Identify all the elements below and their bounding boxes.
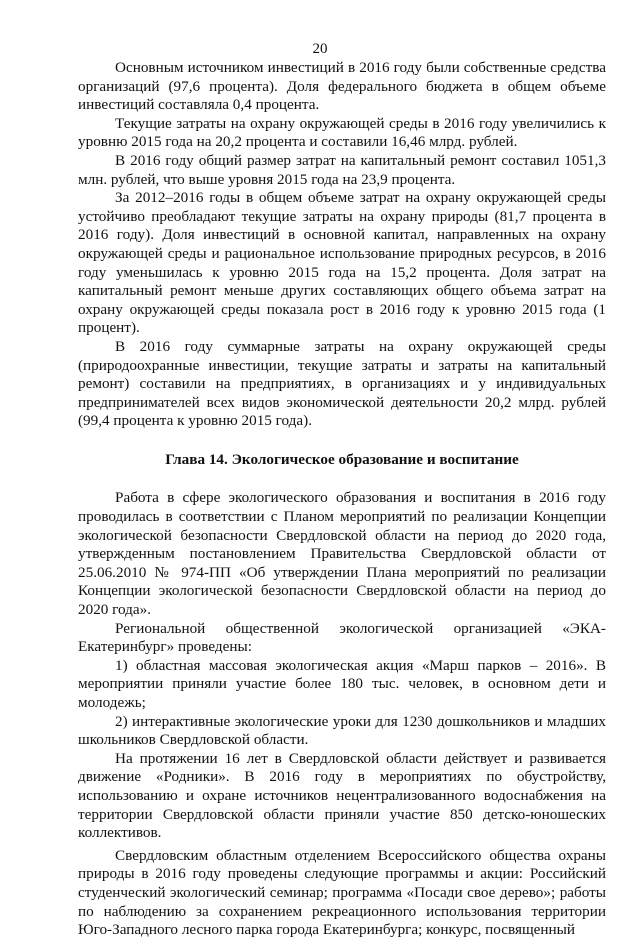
list-item-interactive-lessons: 2) интерактивные экологические уроки для 1230 дошкольников и младших школьников Свердловской области. [78, 712, 606, 749]
paragraph-total-costs: В 2016 году суммарные затраты на охрану окружающей среды (природоохранные инвестиции, текущие затраты и затраты на капитальный ремонт) составили на предприятиях, в организациях и у индивидуальных предпринимателей всех видов экономической деятельности 20,2 млрд. рублей (99,4 процента к уровню 2015 года). [78, 337, 606, 430]
paragraph-cost-structure: За 2012–2016 годы в общем объеме затрат на охрану окружающей среды устойчиво преобладают текущие затраты на охрану природы (81,7 процента в 2016 году). Доля инвестиций в основной капитал, направленных на охрану окружающей среды и рациональное использование природных ресурсов, в 2016 году уменьшилась к уровню 2015 года на 15,2 процента. Доля затрат на капитальный ремонт меньше других составляющих общего объема затрат на охрану окружающей среды показала рост в 2016 году к уровню 2015 года (1 процент). [78, 189, 606, 337]
paragraph-education-plan: Работа в сфере экологического образования и воспитания в 2016 году проводилась в соответствии с Планом мероприятий по реализации Концепции экологической безопасности Свердловской области на период до 2020 года, утвержденным постановлением Правительства Свердловской области от 25.06.2010 № 974-ПП «Об утверждении Плана мероприятий по реализации Концепции экологической безопасности Свердловской области на период до 2020 года». [78, 489, 606, 619]
list-item-march-of-parks: 1) областная массовая экологическая акция «Марш парков – 2016». В мероприятии приняли участие более 180 тыс. человек, в основном дети и молодежь; [78, 656, 606, 711]
paragraph-springs-movement: На протяжении 16 лет в Свердловской области действует и развивается движение «Родники». В 2016 году в мероприятиях по обустройству, использованию и охране источников нецентрализованного водоснабжения на территории Свердловской области приняли участие 850 детско-юношеских коллективов. [78, 749, 606, 842]
paragraph-eka-intro: Региональной общественной экологической организацией «ЭКА-Екатеринбург» проведены: [78, 619, 606, 656]
paragraph-nature-society: Свердловским областным отделением Всероссийского общества охраны природы в 2016 году проведены следующие программы и акции: Российский студенческий экологический семинар; программа «Посади свое дерево»; работы по наблюдению за сохранением рекреационного использования территории Юго-Западного лесного парка города Екатеринбурга; конкурс, посвященный [78, 846, 606, 939]
paragraph-capital-repair: В 2016 году общий размер затрат на капитальный ремонт составил 1051,3 млн. рублей, что выше уровня 2015 года на 23,9 процента. [78, 151, 606, 188]
paragraph-investment-sources: Основным источником инвестиций в 2016 году были собственные средства организаций (97,6 процента). Доля федерального бюджета в общем объеме инвестиций составляла 0,4 процента. [78, 59, 606, 114]
page-number: 20 [312, 41, 328, 57]
paragraph-current-costs: Текущие затраты на охрану окружающей среды в 2016 году увеличились к уровню 2015 года на 20,2 процента и составили 16,46 млрд. рублей. [78, 114, 606, 151]
chapter-heading: Глава 14. Экологическое образование и воспитание [165, 450, 519, 468]
document-body [78, 59, 606, 940]
